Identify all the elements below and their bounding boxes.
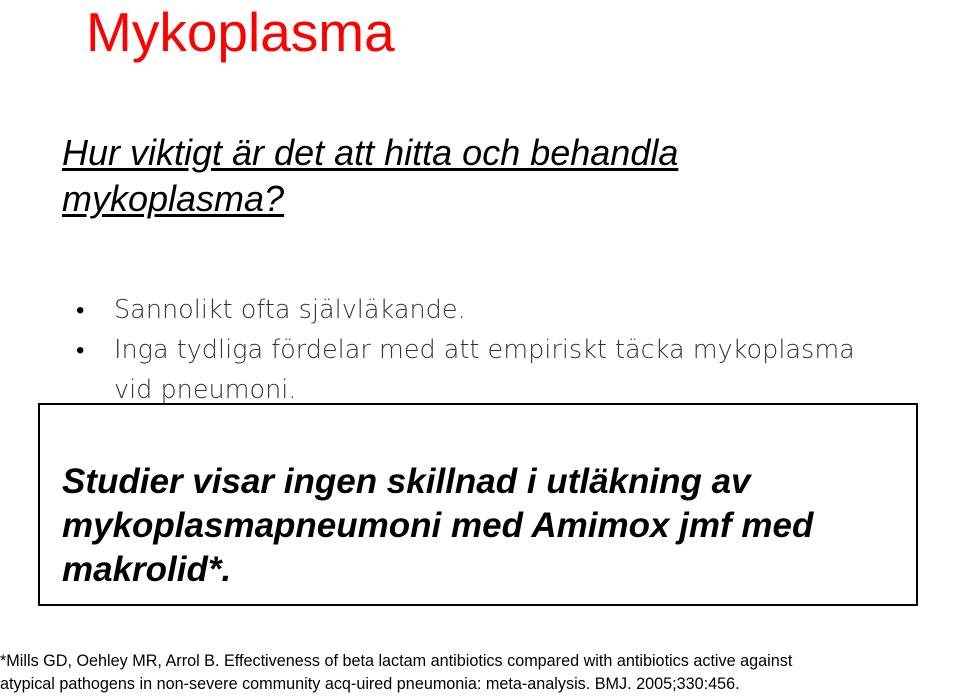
reference-line-2: atypical pathogens in non-severe community acq-uired pneumonia: meta-analysis. BMJ. 2005;330:456. <box>0 675 740 693</box>
question-line-1: Hur viktigt är det att hitta och behandla <box>62 132 679 173</box>
callout-line-3: makrolid*. <box>62 550 232 589</box>
question-heading <box>62 130 922 222</box>
bullet-text-line-1: Inga tydliga fördelar med att empiriskt täcka mykoplasma <box>114 335 855 365</box>
callout-line-1: Studier visar ingen skillnad i utläkning av <box>62 462 751 501</box>
reference-footnote <box>0 650 960 696</box>
callout-text <box>62 460 960 592</box>
bullet-text-line-2: vid pneumoni. <box>114 375 297 405</box>
reference-line-1: *Mills GD, Oehley MR, Arrol B. Effectiveness of beta lactam antibiotics compared with antibiotics active against <box>0 652 793 670</box>
bullet-dot-icon: • <box>76 296 85 324</box>
slide-title: Mykoplasma <box>86 1 395 63</box>
bullet-dot-icon: • <box>76 336 85 364</box>
bullet-item <box>76 290 956 330</box>
bullet-list <box>76 290 956 410</box>
callout-line-2: mykoplasmapneumoni med Amimox jmf med <box>62 506 814 545</box>
question-line-2: mykoplasma? <box>62 178 285 219</box>
bullet-item <box>76 330 956 410</box>
bullet-text: Sannolikt ofta självläkande. <box>114 295 466 325</box>
